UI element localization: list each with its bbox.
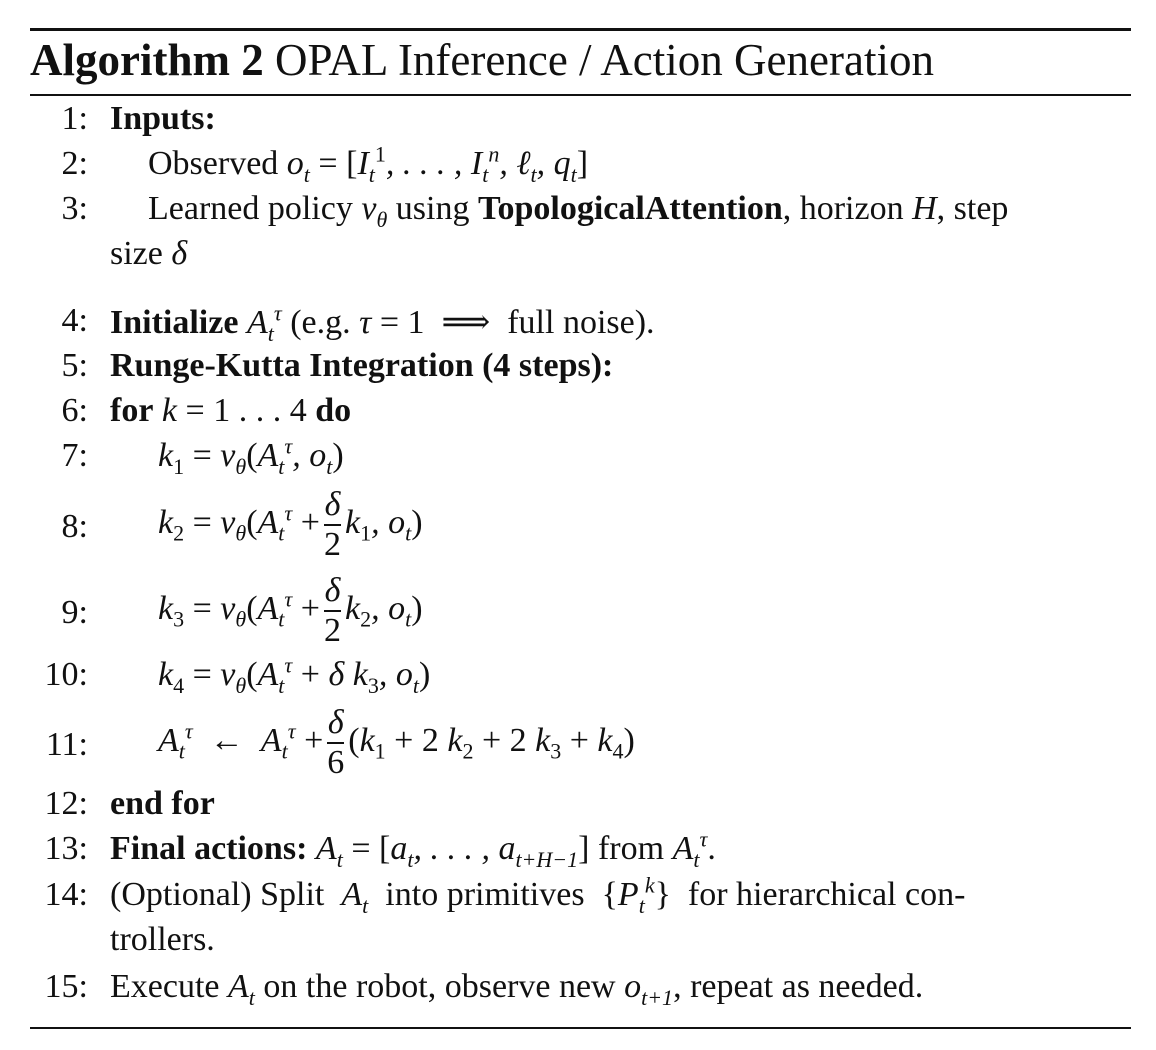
end-for-keyword: end for (110, 785, 215, 822)
bottom-rule (30, 1027, 1131, 1029)
do-keyword: do (315, 392, 352, 429)
k1-formula: $k_1 = v_\theta(A_t^\tau$, $o_t$) (158, 433, 344, 479)
update-formula: $A_t^\tau$ ← $A_t^\tau$ + $\frac{\delta}{6}$ ($k_1 + 2$ $k_2 + 2$ $k_3 + k_4$) (158, 704, 635, 781)
line-number: 10: (44, 656, 88, 693)
line-number: 7: (61, 437, 88, 474)
line-number: 1: (61, 100, 88, 137)
line-number: 3: (61, 190, 88, 227)
algorithm-title: OPAL Inference / Action Generation (274, 35, 934, 85)
k3-formula: $k_3 = v_\theta(A_t^\tau$ + $\frac{\delta}{2}$ $k_2$, $o_t$) (158, 572, 423, 649)
line-number: 15: (44, 968, 88, 1005)
inputs-heading: Inputs: (110, 100, 216, 137)
line-number: 5: (61, 347, 88, 384)
line-number: 9: (61, 594, 88, 631)
observation-formula: $o_t = [I_t^1$, . . . , $I_t^n$, ℓ$_t$, $q_t$] (286, 141, 589, 187)
top-rule (30, 28, 1131, 31)
final-actions-keyword: Final actions: (110, 830, 308, 867)
for-keyword: for (110, 392, 154, 429)
caption-rule (30, 94, 1131, 96)
line-number: 12: (44, 785, 88, 822)
line-number: 11: (45, 726, 88, 763)
line-number: 8: (61, 508, 88, 545)
line-number: 2: (61, 145, 88, 182)
algorithm-caption (30, 34, 934, 86)
k4-formula: $k_4 = v_\theta(A_t^\tau + \delta$ $k_3$, $o_t$) (158, 652, 431, 698)
algorithm-label: Algorithm 2 (30, 35, 264, 85)
line-number: 4: (61, 302, 88, 339)
topological-attention-term: TopologicalAttention (477, 190, 783, 227)
k2-formula: $k_2 = v_\theta(A_t^\tau$ + $\frac{\delta}{2}$ $k_1$, $o_t$) (158, 486, 423, 563)
line-number: 6: (61, 392, 88, 429)
line-number: 13: (44, 830, 88, 867)
initialize-keyword: Initialize (110, 304, 239, 341)
runge-kutta-heading: Runge-Kutta Integration (4 steps): (110, 347, 614, 384)
line-number: 14: (44, 876, 88, 913)
observed-text: Observed (148, 145, 279, 182)
